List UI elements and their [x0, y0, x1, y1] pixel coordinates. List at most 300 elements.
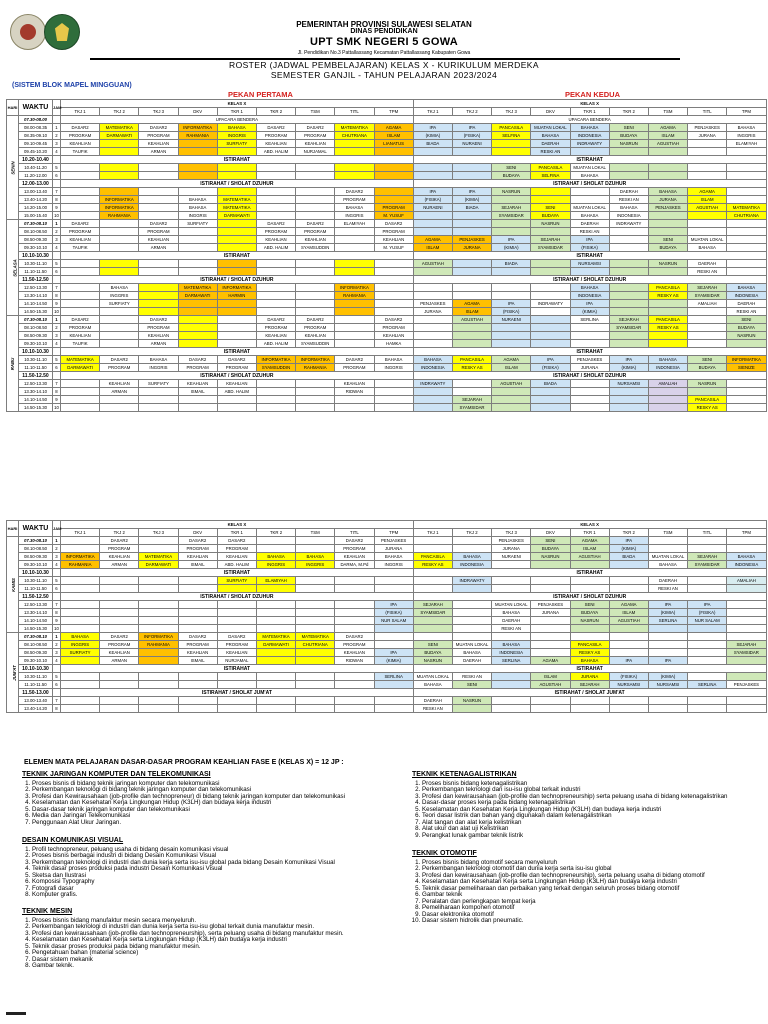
subject-cell: MUATAN LOKAL [570, 204, 609, 212]
break-row [7, 593, 767, 601]
subject-cell: NURAENI [492, 553, 531, 561]
period-cell: 4 [53, 148, 61, 156]
day-cell [7, 220, 19, 316]
period-cell: 2 [53, 132, 61, 140]
subject-cell: PROGRAM [217, 545, 256, 553]
time-cell: 08.50-09.30 [19, 236, 53, 244]
subject-cell [61, 657, 100, 665]
subject-cell: SEJARAH [609, 316, 648, 324]
subject-cell [374, 697, 413, 705]
subject-cell [61, 388, 100, 396]
subject-cell: ELAMIYAH [256, 577, 295, 585]
subject-cell: SENI [413, 641, 452, 649]
class-header-cell: DKV [178, 529, 217, 537]
subject-cell: INDONESIA [609, 212, 648, 220]
subject-cell [100, 140, 139, 148]
subject-cell [531, 340, 570, 348]
subject-cell: BUDAYA [492, 172, 531, 180]
subject-cell [335, 332, 374, 340]
subject-cell [178, 236, 217, 244]
subject-cell: ABD. HALIM [256, 148, 295, 156]
schedule-row [7, 148, 767, 156]
subject-cell: AGUSTIAH [648, 140, 687, 148]
subject-cell [727, 380, 766, 388]
subject-cell [648, 697, 687, 705]
subject-cell [100, 308, 139, 316]
subject-cell [61, 673, 100, 681]
subject-cell [296, 292, 335, 300]
subject-cell: INDONESIA [413, 364, 452, 372]
break-banner-week1: ISTIRAHAT / SHOLAT DZUHUR [61, 276, 414, 284]
period-cell [53, 348, 61, 356]
subject-cell: PROGRAM [178, 545, 217, 553]
section-item: 1. Proses bisnis bidang manufaktur mesin secara menyeluruh. [32, 918, 402, 925]
time-cell: 10.10-10.30 [19, 569, 53, 577]
class-header-cell: TKJ 2 [452, 529, 491, 537]
break-banner-week2: ISTIRAHAT / SHOLAT DZUHUR [413, 276, 766, 284]
period-cell: 8 [53, 388, 61, 396]
subject-cell: JURANA [413, 308, 452, 316]
class-header-cell: TKR 2 [609, 529, 648, 537]
header-waktu-cell: WAKTU [19, 100, 53, 116]
subject-cell: INGGRIS [374, 364, 413, 372]
section-item: 8. Alat ukur dan alat uji Kelistrikan [422, 826, 762, 833]
subject-cell [100, 617, 139, 625]
subject-cell [335, 625, 374, 633]
subject-cell [688, 316, 727, 324]
subject-cell: HARMIN [217, 292, 256, 300]
class-header-cell: TKR 2 [256, 529, 295, 537]
subject-cell [531, 577, 570, 585]
subject-cell [413, 585, 452, 593]
subject-cell [609, 172, 648, 180]
subject-cell [100, 705, 139, 713]
subject-cell: ELAMIYAH [335, 220, 374, 228]
period-cell: 5 [53, 260, 61, 268]
subject-cell: PROGRAM [217, 641, 256, 649]
subject-cell [296, 204, 335, 212]
subject-cell: DASAR2 [374, 220, 413, 228]
section-listrik [412, 772, 762, 839]
header-waktu-cell: WAKTU [19, 521, 53, 537]
section-item: 3. Profesi dan kewirausahaan (job-profile dan technopreneurship) serta peluang usaha di bidang ketenagalistrikan [422, 794, 762, 801]
break-row [7, 252, 767, 260]
subject-cell [531, 697, 570, 705]
subject-cell [374, 396, 413, 404]
subject-cell [178, 601, 217, 609]
subject-cell [256, 284, 295, 292]
subject-cell: BAHASA [374, 356, 413, 364]
subject-cell [139, 617, 178, 625]
subject-cell [492, 585, 531, 593]
subject-cell [178, 172, 217, 180]
day-label: JUM'AT [11, 664, 17, 681]
subject-cell [531, 188, 570, 196]
time-cell: 08.10-08.50 [19, 228, 53, 236]
subject-cell [688, 585, 727, 593]
subject-cell [217, 236, 256, 244]
schedule-row [7, 316, 767, 324]
subject-cell: IPA [374, 649, 413, 657]
time-cell: 07.30-08.10 [19, 316, 53, 324]
subject-cell [609, 228, 648, 236]
period-cell: 4 [53, 340, 61, 348]
subject-cell [178, 617, 217, 625]
subject-cell: SELFINA [492, 132, 531, 140]
header-government: PEMERINTAH PROVINSI SULAWESI SELATAN [296, 20, 472, 29]
subject-cell: (KIMIA) [452, 196, 491, 204]
subject-cell: MUATAN LOKAL [413, 673, 452, 681]
period-cell: 2 [53, 545, 61, 553]
subject-cell: IPA [413, 188, 452, 196]
subject-cell [413, 388, 452, 396]
break-banner-week2: ISTIRAHAT [413, 665, 766, 673]
subject-cell: SURFIATY [139, 380, 178, 388]
subject-cell: NASRUN [452, 697, 491, 705]
subject-cell: PROGRAM [61, 324, 100, 332]
subject-cell [178, 300, 217, 308]
subject-cell [100, 673, 139, 681]
subject-cell [609, 300, 648, 308]
subject-cell: PENJASKES [531, 601, 570, 609]
subject-cell [139, 292, 178, 300]
subject-cell: SYAMSIDAR [492, 212, 531, 220]
subject-cell: KEAHLIAN [61, 332, 100, 340]
schedule-table-2 [6, 520, 767, 713]
class-header-cell: TPM [374, 529, 413, 537]
subject-cell: NASRUN [570, 617, 609, 625]
subject-cell [374, 585, 413, 593]
section-item: 10. Dasar sistem hidrolik dan pneumatic. [422, 918, 762, 925]
subject-cell: NASRUN [609, 140, 648, 148]
subject-cell [609, 625, 648, 633]
subject-cell: RESKI AN [688, 268, 727, 276]
subject-cell: PANCASILA [452, 356, 491, 364]
subject-cell: DASAR2 [61, 124, 100, 132]
subject-cell: RESKI AN [727, 308, 766, 316]
subject-cell: RESKY AS [688, 404, 727, 412]
section-item: 5. Sketsa dan Ilustrasi [32, 873, 402, 880]
subject-cell: RESKY AS [648, 324, 687, 332]
time-cell: 15.00-15.40 [19, 212, 53, 220]
subject-cell: (FISIKA) [531, 364, 570, 372]
subject-cell [61, 268, 100, 276]
header-jam-cell: JAM [53, 521, 61, 537]
subject-cell: BIADA [452, 204, 491, 212]
time-cell: 13.00-13.40 [19, 697, 53, 705]
break-banner-week2: ISTIRAHAT [413, 156, 766, 164]
time-cell: 08.00-08.35 [19, 124, 53, 132]
subject-cell: AGAMA [648, 124, 687, 132]
subject-cell: DASAR2 [178, 633, 217, 641]
subject-cell [178, 244, 217, 252]
subject-cell [688, 140, 727, 148]
section-item: 4. Keselamatan dan Kesehatan Kerja serta Lingkungan Hidup (K3LH) dan budaya kerja industri [32, 937, 402, 944]
subject-cell: BUDAYA [727, 324, 766, 332]
subject-cell [727, 617, 766, 625]
subject-cell: MATEMATIKA [335, 124, 374, 132]
subject-cell: (FISIKA) [570, 244, 609, 252]
subject-cell: MATEMATIKA [296, 633, 335, 641]
subject-cell [570, 188, 609, 196]
subject-cell: BAHASA [100, 284, 139, 292]
subject-cell [296, 380, 335, 388]
subject-cell [335, 164, 374, 172]
subject-cell [335, 609, 374, 617]
subject-cell: PROGRAM [256, 228, 295, 236]
schedule-row [7, 220, 767, 228]
subject-cell [61, 188, 100, 196]
subject-cell [492, 324, 531, 332]
subject-cell [452, 324, 491, 332]
subject-cell [296, 404, 335, 412]
subject-cell [296, 284, 335, 292]
subject-cell: AGAMA [609, 601, 648, 609]
subject-cell: SERLINA [570, 316, 609, 324]
subject-cell [100, 260, 139, 268]
subject-cell [609, 260, 648, 268]
subject-cell: PENJASKES [452, 236, 491, 244]
schedule-row [7, 164, 767, 172]
subject-cell [570, 396, 609, 404]
subject-cell: BAHASA [570, 657, 609, 665]
subject-cell [217, 220, 256, 228]
subject-cell [727, 196, 766, 204]
subject-cell [256, 601, 295, 609]
section-title: TEKNIK OTOMOTIF [412, 850, 477, 857]
subject-cell [374, 164, 413, 172]
subject-cell [531, 705, 570, 713]
time-cell: 07.30-08.10 [19, 633, 53, 641]
subject-cell: PROGRAM [139, 228, 178, 236]
header-kelas-week1: KELAS X [61, 521, 414, 529]
section-otomotif [412, 851, 762, 925]
subject-cell [217, 148, 256, 156]
subject-cell: BAHASA [727, 124, 766, 132]
subject-cell: NURAENI [492, 316, 531, 324]
subject-cell: DASAR2 [178, 356, 217, 364]
subject-cell [61, 260, 100, 268]
period-cell: 6 [53, 681, 61, 689]
subject-cell [217, 601, 256, 609]
schedule-row [7, 697, 767, 705]
subject-cell [531, 324, 570, 332]
subject-cell [100, 332, 139, 340]
subject-cell [139, 585, 178, 593]
subject-cell [609, 697, 648, 705]
subject-cell: MATEMATIKA [139, 553, 178, 561]
subject-cell [727, 404, 766, 412]
section-item: 6. Pengetahuan bahan (material science) [32, 950, 402, 957]
subject-cell [139, 268, 178, 276]
subject-cell: KEAHLIAN [296, 332, 335, 340]
subject-cell: INGGRIS [335, 212, 374, 220]
subject-cell: SEJARAH [531, 236, 570, 244]
subject-cell: DASAR2 [335, 537, 374, 545]
time-cell: 13.40-14.20 [19, 705, 53, 713]
subject-cell [100, 244, 139, 252]
subject-cell [531, 641, 570, 649]
subject-cell [217, 673, 256, 681]
section-item: 2. Proses bisnis berbagai industri di bidang Desain Komunikasi Visual [32, 853, 402, 860]
subject-cell: MATEMATIKA [61, 356, 100, 364]
schedule-row [7, 545, 767, 553]
subject-cell: BAHASA [727, 284, 766, 292]
subject-cell [531, 196, 570, 204]
time-cell: 09.30-10.10 [19, 657, 53, 665]
subject-cell [61, 396, 100, 404]
time-cell: 11.50-13.00 [19, 689, 53, 697]
subject-cell [139, 681, 178, 689]
section-item: 3. Perkembangan teknologi di industri dan dunia kerja serta isu-isu global pada bidang Desain Komunikasi Visual [32, 860, 402, 867]
subject-cell: ISLAM [452, 308, 491, 316]
subject-cell: KEAHLIAN [217, 380, 256, 388]
class-header-cell: TPM [374, 108, 413, 116]
subject-cell [374, 625, 413, 633]
schedule-row [7, 396, 767, 404]
schedule-row [7, 617, 767, 625]
subject-cell [570, 196, 609, 204]
subject-cell: ARMAN [100, 561, 139, 569]
subject-cell: BAHASA [217, 124, 256, 132]
subject-cell: SEJARAH [413, 601, 452, 609]
subject-cell [296, 673, 335, 681]
subject-cell: BAHASA [139, 356, 178, 364]
subject-cell: AGAMA [374, 124, 413, 132]
subject-cell [413, 396, 452, 404]
subject-cell [61, 609, 100, 617]
schedule-row [7, 236, 767, 244]
subject-cell: NASRUN [688, 380, 727, 388]
subject-cell: MUATAN LOKAL [570, 164, 609, 172]
subject-cell [61, 617, 100, 625]
period-cell: 3 [53, 140, 61, 148]
subject-cell [492, 388, 531, 396]
subject-cell [139, 404, 178, 412]
subject-cell: PENJASKES [688, 124, 727, 132]
subject-cell: INDRAWATY [452, 577, 491, 585]
schedule-row [7, 609, 767, 617]
time-cell: 07.30-08.10 [19, 220, 53, 228]
subject-cell: BAHASA [61, 633, 100, 641]
subject-cell: DASAR2 [335, 356, 374, 364]
subject-cell: INFORMATIKA [100, 204, 139, 212]
subject-cell: RESKI AN [492, 625, 531, 633]
schedule-row [7, 388, 767, 396]
class-header-cell: TSM [648, 108, 687, 116]
schedule-row [7, 649, 767, 657]
subject-cell: NURSAMSI [570, 260, 609, 268]
subject-cell [335, 260, 374, 268]
subject-cell [335, 148, 374, 156]
period-cell: 1 [53, 220, 61, 228]
subject-cell [531, 561, 570, 569]
subject-cell [492, 220, 531, 228]
subject-cell [217, 316, 256, 324]
subject-cell [256, 164, 295, 172]
class-header-cell: TKJ 3 [139, 529, 178, 537]
time-cell: 14.10-14.50 [19, 617, 53, 625]
subject-cell: ARMAN [139, 148, 178, 156]
subject-cell [178, 268, 217, 276]
subject-cell: SYAMSUDDIN [296, 340, 335, 348]
break-row [7, 569, 767, 577]
subject-cell [217, 308, 256, 316]
subject-cell [413, 228, 452, 236]
day-label: KAMIS [10, 577, 16, 592]
subject-cell [492, 673, 531, 681]
period-cell: 2 [53, 228, 61, 236]
subject-cell [61, 284, 100, 292]
class-header-cell: DKV [178, 108, 217, 116]
subject-cell: PANCASILA [531, 164, 570, 172]
subject-cell: DAERAH [413, 697, 452, 705]
subject-cell [100, 268, 139, 276]
time-cell: 08.10-08.50 [19, 545, 53, 553]
subject-cell: ARMAN [100, 388, 139, 396]
subject-cell: KEAHLIAN [374, 332, 413, 340]
subject-cell: DASAR2 [296, 316, 335, 324]
subject-cell: RESKI AN [413, 705, 452, 713]
subject-cell [648, 340, 687, 348]
class-header-cell: TPM [727, 529, 766, 537]
time-cell: 14.50-15.30 [19, 625, 53, 633]
subject-cell [492, 228, 531, 236]
subject-cell [609, 236, 648, 244]
time-cell: 14.10-14.50 [19, 396, 53, 404]
subject-cell [648, 268, 687, 276]
time-cell: 08.10-08.50 [19, 324, 53, 332]
subject-cell [217, 625, 256, 633]
subject-cell [374, 308, 413, 316]
subject-cell [452, 332, 491, 340]
subject-cell: ISLAM [648, 132, 687, 140]
subject-cell [296, 697, 335, 705]
subject-cell [139, 388, 178, 396]
period-cell: 1 [53, 316, 61, 324]
subject-cell: SYAMSUDDIN [296, 244, 335, 252]
subject-cell: INGGRIS [727, 132, 766, 140]
roster-semester: SEMESTER GANJIL - TAHUN PELAJARAN 2023/2024 [270, 70, 498, 80]
subject-cell [609, 649, 648, 657]
period-cell: 9 [53, 617, 61, 625]
subject-cell: DASAR2 [178, 537, 217, 545]
subject-cell: DASAR2 [61, 220, 100, 228]
subject-cell: HAMKA [374, 340, 413, 348]
break-banner-week1: ISTIRAHAT [61, 252, 414, 260]
subject-cell: INDONESIA [492, 649, 531, 657]
subject-cell [452, 284, 491, 292]
subject-cell [413, 324, 452, 332]
subject-cell [452, 625, 491, 633]
subject-cell [531, 617, 570, 625]
subject-cell [217, 609, 256, 617]
subject-cell: INDONESIA [727, 561, 766, 569]
section-item: 3. Profesi dan Kewirausahaan (job-profile dan technopreneur) di bidang teknik jaringan komputer dan telekomunikasi [32, 794, 402, 801]
subject-cell: IPA [648, 601, 687, 609]
subject-cell: PENJASKES [570, 356, 609, 364]
subject-cell [727, 545, 766, 553]
subject-cell: RESKY AS [648, 292, 687, 300]
subject-cell [61, 308, 100, 316]
subject-cell: JURANA [570, 673, 609, 681]
subject-cell [139, 609, 178, 617]
subject-cell: DARMAWATI [178, 292, 217, 300]
period-cell: 10 [54, 404, 59, 410]
subject-cell [492, 681, 531, 689]
time-cell: 13.30-14.10 [19, 609, 53, 617]
subject-cell [492, 196, 531, 204]
